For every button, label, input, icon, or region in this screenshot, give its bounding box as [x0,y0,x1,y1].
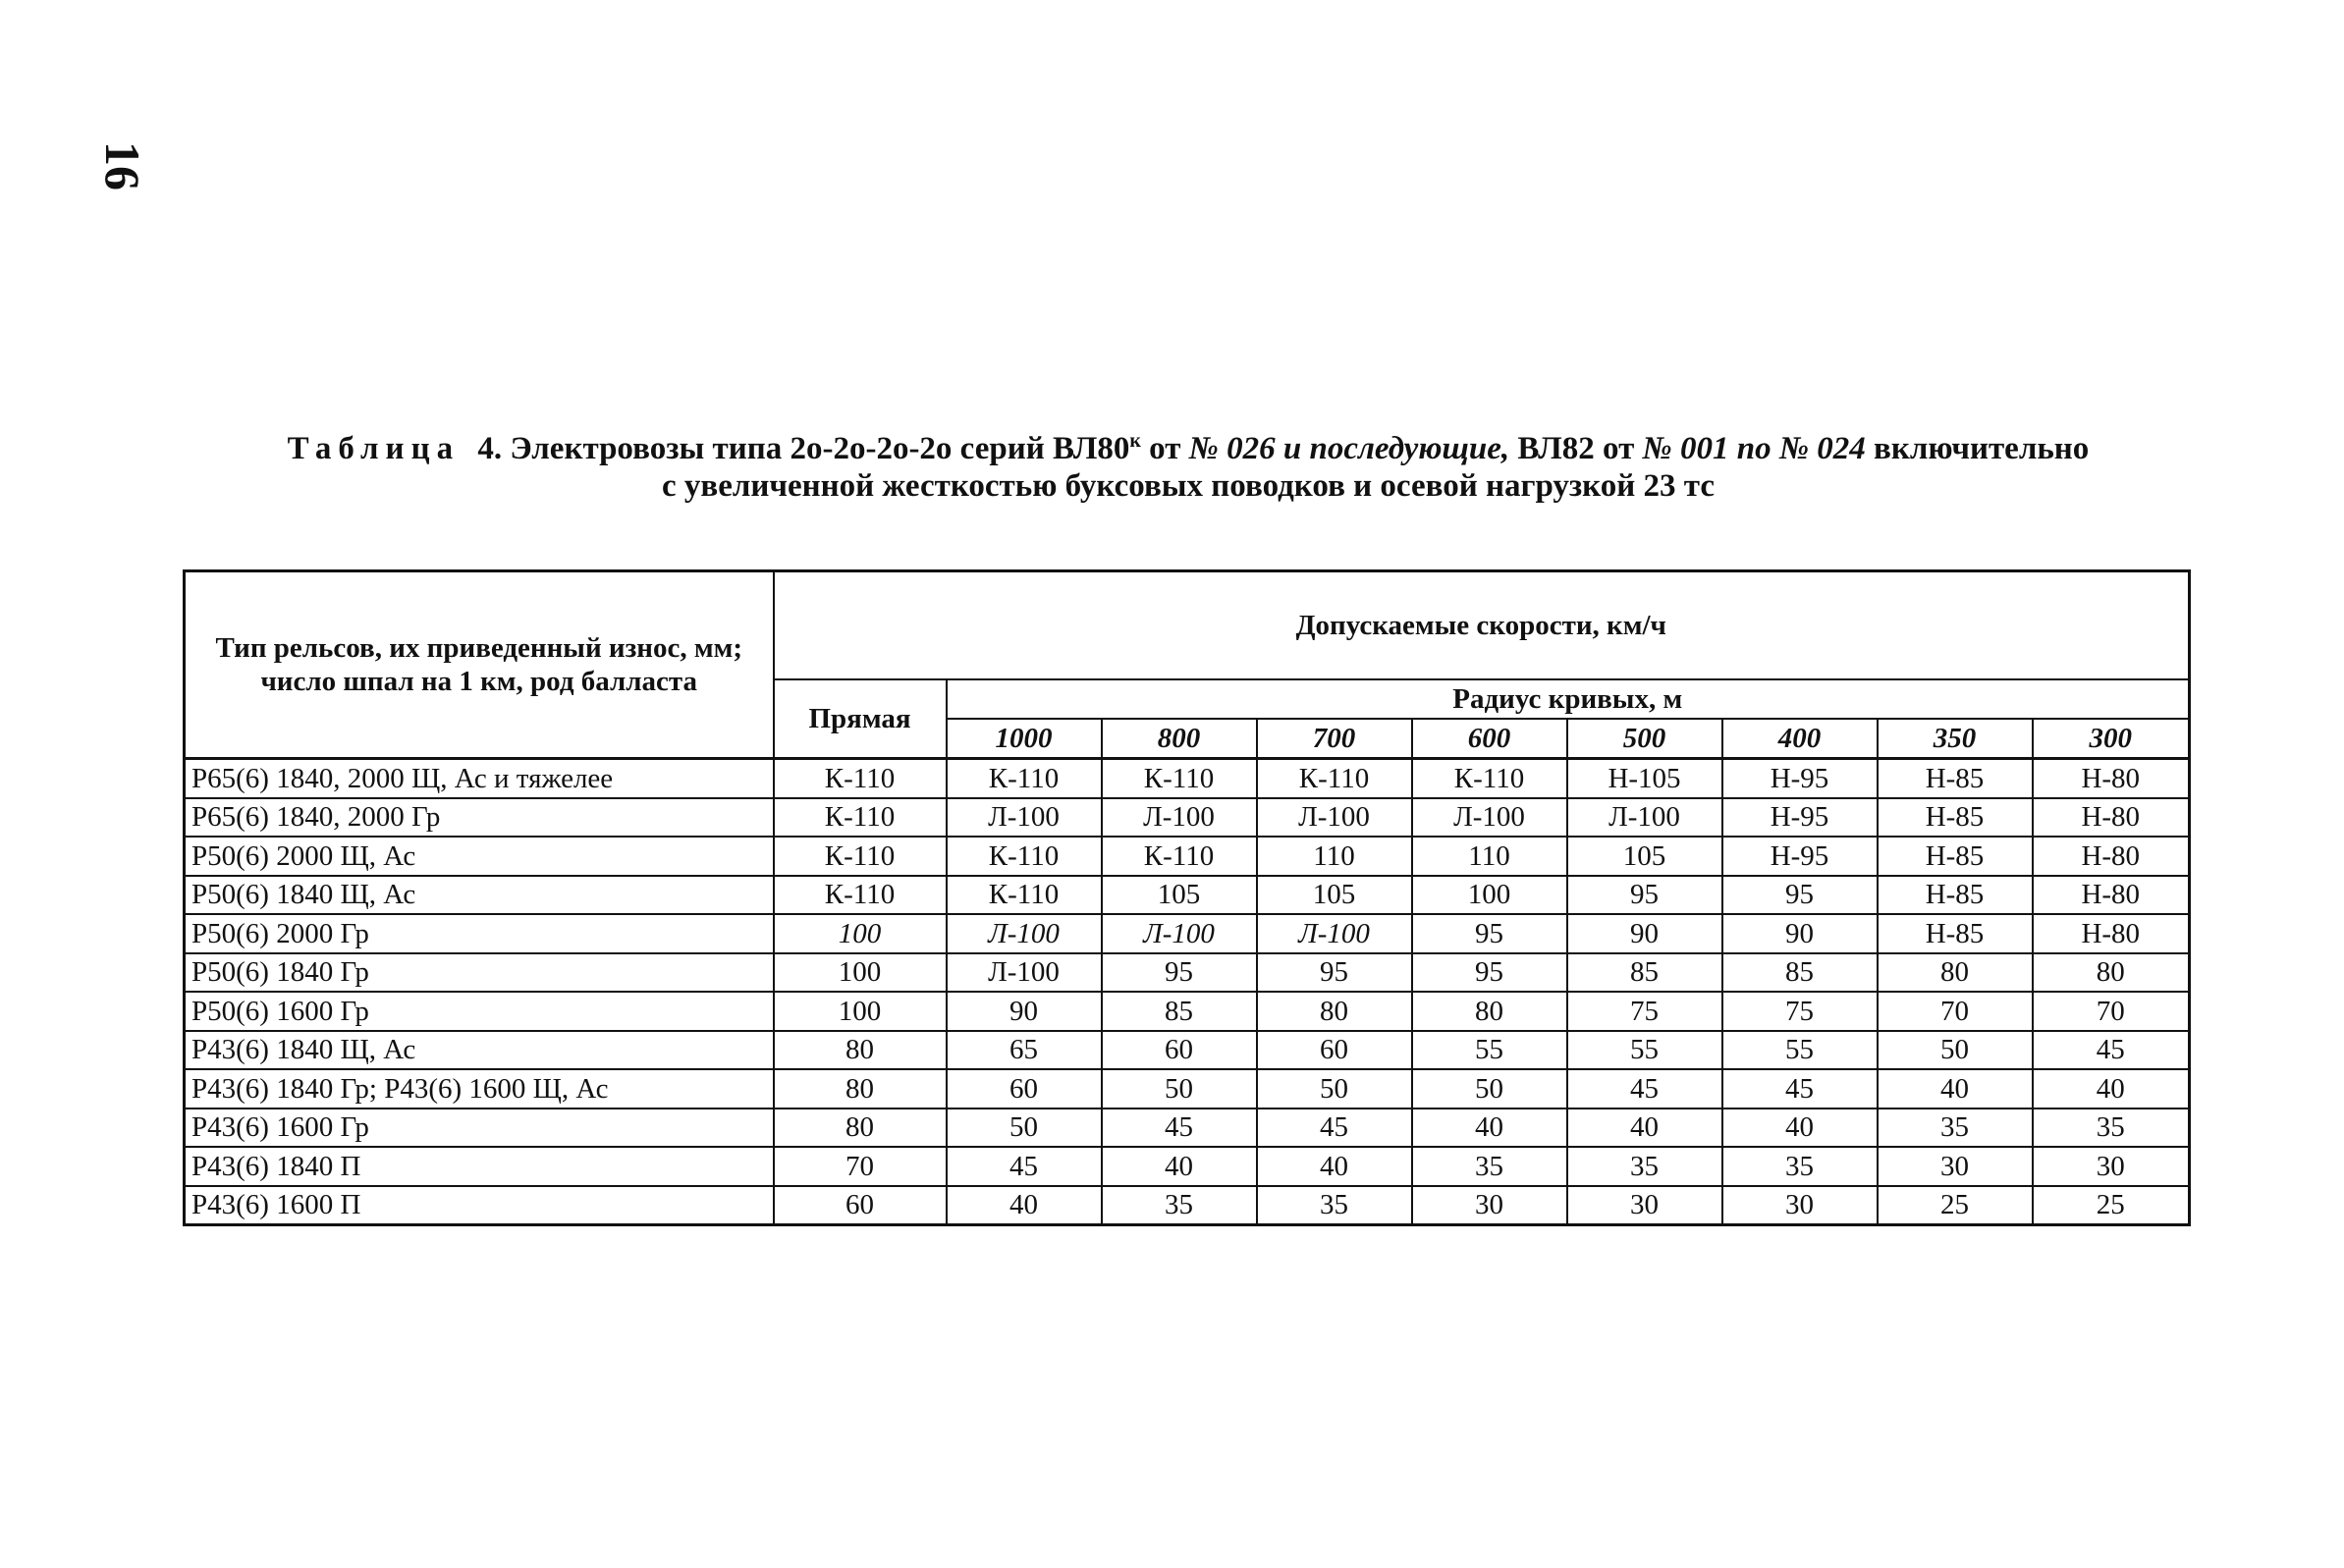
curve-speed-cell: 95 [1412,953,1567,993]
caption-part4: включительно [1865,431,2090,466]
curve-speed-cell: 40 [1412,1108,1567,1148]
curve-speed-cell: 25 [2033,1186,2190,1225]
curve-speed-cell: 110 [1412,837,1567,876]
curve-speed-cell: К-110 [947,759,1102,798]
curve-speed-cell: 90 [947,992,1102,1031]
rail-type-cell: Р50(6) 1840 Щ, Ас [185,876,774,915]
caption-lead: Таблица [287,431,461,466]
curve-speed-cell: 55 [1722,1031,1878,1070]
rail-type-cell: Р65(6) 1840, 2000 Щ, Ас и тяжелее [185,759,774,798]
curve-speed-cell: Н-85 [1878,798,2033,838]
straight-speed-cell: 80 [774,1108,947,1148]
radius-column-header: 300 [2033,719,2190,759]
table-row [185,992,2190,1031]
curve-speed-cell: 35 [1878,1108,2033,1148]
straight-speed-cell: 100 [774,992,947,1031]
curve-speed-cell: 30 [1412,1186,1567,1225]
curve-speed-cell: К-110 [1257,759,1412,798]
straight-speed-cell: 100 [774,914,947,953]
curve-speed-cell: 105 [1102,876,1257,915]
table-row [185,953,2190,993]
table-row [185,876,2190,915]
curve-speed-cell: 40 [1722,1108,1878,1148]
curve-speed-cell: 30 [1567,1186,1722,1225]
rail-type-cell: Р50(6) 2000 Гр [185,914,774,953]
curve-speed-cell: 50 [947,1108,1102,1148]
curve-speed-cell: 45 [1722,1069,1878,1108]
curve-speed-cell: Л-100 [1102,914,1257,953]
curve-speed-cell: 95 [1257,953,1412,993]
curve-speed-cell: 80 [1412,992,1567,1031]
curve-speed-cell: Л-100 [1102,798,1257,838]
curve-speed-cell: 50 [1257,1069,1412,1108]
curve-speed-cell: Л-100 [1412,798,1567,838]
straight-speed-cell: 70 [774,1147,947,1186]
curve-speed-cell: 45 [1567,1069,1722,1108]
curve-speed-cell: 40 [1102,1147,1257,1186]
curve-speed-cell: Н-80 [2033,798,2190,838]
rail-type-cell: Р50(6) 1600 Гр [185,992,774,1031]
curve-speed-cell: 55 [1412,1031,1567,1070]
straight-speed-cell: К-110 [774,759,947,798]
curve-speed-cell: 35 [1102,1186,1257,1225]
curve-speed-cell: 60 [1102,1031,1257,1070]
curve-speed-cell: 50 [1878,1031,2033,1070]
curve-speed-cell: 95 [1412,914,1567,953]
curve-speed-cell: К-110 [947,837,1102,876]
curve-speed-cell: 30 [2033,1147,2190,1186]
curve-speed-cell: 40 [2033,1069,2190,1108]
rail-type-cell: Р65(6) 1840, 2000 Гр [185,798,774,838]
radius-column-header: 700 [1257,719,1412,759]
table-row [185,1108,2190,1148]
speed-table [183,569,2191,1226]
curve-speed-cell: 35 [1412,1147,1567,1186]
curve-speed-cell: 70 [2033,992,2190,1031]
curve-speed-cell: Н-85 [1878,759,2033,798]
radius-column-header: 1000 [947,719,1102,759]
curve-speed-cell: Н-85 [1878,876,2033,915]
rail-type-cell: Р43(6) 1600 Гр [185,1108,774,1148]
curve-speed-cell: Н-85 [1878,914,2033,953]
curve-speed-cell: 50 [1102,1069,1257,1108]
curve-speed-cell: 35 [1257,1186,1412,1225]
curve-speed-cell: 105 [1567,837,1722,876]
radius-column-header: 400 [1722,719,1878,759]
table-row [185,759,2190,798]
curve-speed-cell: 35 [2033,1108,2190,1148]
curve-speed-cell: Л-100 [1567,798,1722,838]
curve-speed-cell: 95 [1102,953,1257,993]
table-body [185,759,2190,1225]
curve-speed-cell: 110 [1257,837,1412,876]
curve-speed-cell: 55 [1567,1031,1722,1070]
curve-speed-cell: 95 [1567,876,1722,915]
table-row [185,1031,2190,1070]
curve-speed-cell: Н-105 [1567,759,1722,798]
curve-speed-cell: 65 [947,1031,1102,1070]
caption-line-1 [147,422,2229,467]
table-caption [147,422,2229,505]
curve-speed-cell: 100 [1412,876,1567,915]
radius-column-header: 500 [1567,719,1722,759]
curve-speed-cell: 80 [2033,953,2190,993]
rail-type-cell: Р43(6) 1840 Гр; Р43(6) 1600 Щ, Ас [185,1069,774,1108]
straight-speed-cell: К-110 [774,876,947,915]
curve-speed-cell: Н-80 [2033,837,2190,876]
curve-speed-cell: 60 [947,1069,1102,1108]
curve-speed-cell: 45 [2033,1031,2190,1070]
curve-speed-cell: 40 [947,1186,1102,1225]
straight-header: Прямая [774,679,947,759]
straight-speed-cell: 80 [774,1031,947,1070]
curve-speed-cell: 45 [947,1147,1102,1186]
straight-speed-cell: К-110 [774,837,947,876]
rail-type-cell: Р43(6) 1840 П [185,1147,774,1186]
straight-speed-cell: 60 [774,1186,947,1225]
curve-speed-cell: 60 [1257,1031,1412,1070]
caption-part3: ВЛ82 от [1509,431,1643,466]
curve-speed-cell: 70 [1878,992,2033,1031]
curve-speed-cell: К-110 [1102,837,1257,876]
curve-speed-cell: 75 [1722,992,1878,1031]
curve-speed-cell: Н-95 [1722,837,1878,876]
curve-speed-cell: 85 [1102,992,1257,1031]
curve-speed-cell: Л-100 [947,798,1102,838]
straight-speed-cell: 80 [774,1069,947,1108]
table-row [185,798,2190,838]
radius-column-header: 600 [1412,719,1567,759]
curve-speed-cell: 40 [1878,1069,2033,1108]
curve-speed-cell: 80 [1878,953,2033,993]
curve-speed-cell: 40 [1567,1108,1722,1148]
curve-speed-cell: 80 [1257,992,1412,1031]
caption-part1: Электровозы типа 2о-2о-2о-2о серий ВЛ80 [510,431,1130,466]
curve-speed-cell: 45 [1102,1108,1257,1148]
page-number: 16 [95,141,150,190]
curve-speed-cell: 95 [1722,876,1878,915]
curve-speed-cell: 35 [1567,1147,1722,1186]
rail-type-cell: Р43(6) 1840 Щ, Ас [185,1031,774,1070]
curve-speed-cell: Л-100 [947,914,1102,953]
curve-speed-cell: 85 [1567,953,1722,993]
table-row [185,1186,2190,1225]
curve-speed-cell: 45 [1257,1108,1412,1148]
rail-type-cell: Р50(6) 2000 Щ, Ас [185,837,774,876]
curve-speed-cell: Н-80 [2033,914,2190,953]
radius-header: Радиус кривых, м [947,679,2190,719]
curve-speed-cell: Л-100 [947,953,1102,993]
curve-speed-cell: 75 [1567,992,1722,1031]
curve-speed-cell: 85 [1722,953,1878,993]
speeds-header: Допускаемые скорости, км/ч [774,571,2190,680]
curve-speed-cell: 30 [1722,1186,1878,1225]
curve-speed-cell: Н-95 [1722,759,1878,798]
rail-type-header: Тип рельсов, их приведенный износ, мм; число шпал на 1 км, род балласта [185,571,774,759]
radius-column-header: 350 [1878,719,2033,759]
caption-from2: № 001 по № 024 [1642,431,1866,466]
curve-speed-cell: 35 [1722,1147,1878,1186]
table-row [185,914,2190,953]
rail-type-cell: Р43(6) 1600 П [185,1186,774,1225]
caption-line-2: с увеличенной жесткостью буксовых поводков и осевой нагрузкой 23 тс [661,468,1715,504]
curve-speed-cell: Л-100 [1257,914,1412,953]
straight-speed-cell: 100 [774,953,947,993]
curve-speed-cell: Н-80 [2033,759,2190,798]
curve-speed-cell: 90 [1567,914,1722,953]
curve-speed-cell: 30 [1878,1147,2033,1186]
caption-part2: от [1140,431,1189,466]
curve-speed-cell: Н-80 [2033,876,2190,915]
curve-speed-cell: Н-85 [1878,837,2033,876]
curve-speed-cell: 40 [1257,1147,1412,1186]
table-row [185,837,2190,876]
curve-speed-cell: К-110 [947,876,1102,915]
table-row [185,1147,2190,1186]
rail-type-cell: Р50(6) 1840 Гр [185,953,774,993]
curve-speed-cell: К-110 [1102,759,1257,798]
curve-speed-cell: 25 [1878,1186,2033,1225]
curve-speed-cell: 90 [1722,914,1878,953]
curve-speed-cell: 105 [1257,876,1412,915]
caption-from1: № 026 и последующие, [1188,431,1510,466]
table-row [185,1069,2190,1108]
radius-column-header: 800 [1102,719,1257,759]
curve-speed-cell: 50 [1412,1069,1567,1108]
curve-speed-cell: К-110 [1412,759,1567,798]
caption-sup: к [1129,430,1141,452]
straight-speed-cell: К-110 [774,798,947,838]
curve-speed-cell: Н-95 [1722,798,1878,838]
curve-speed-cell: Л-100 [1257,798,1412,838]
caption-number: 4. [477,431,503,466]
